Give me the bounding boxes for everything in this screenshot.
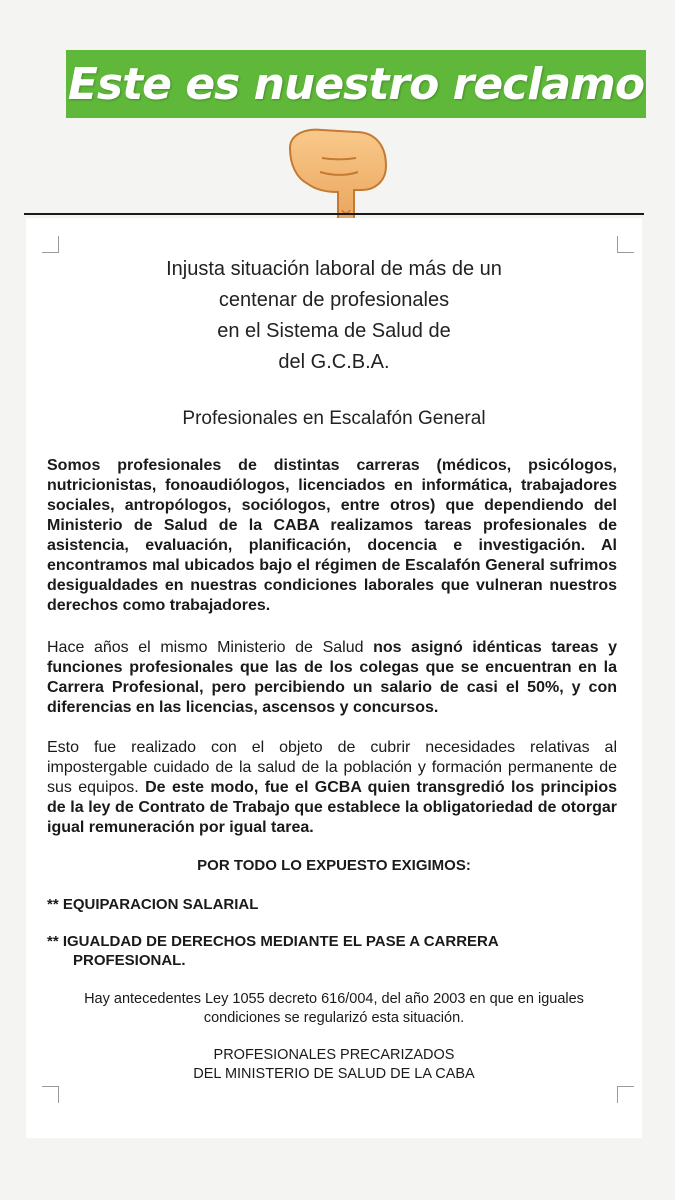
signature bbox=[26, 1046, 642, 1084]
demands-heading: POR TODO LO EXPUESTO EXIGIMOS: bbox=[197, 857, 471, 874]
paragraph-text: Esto fue realizado con el objeto de cubrir necesidades relativas al impostergable cuidado de la salud de la población y formación permanente de sus equipos. bbox=[47, 739, 617, 796]
paragraph-assignment bbox=[47, 638, 617, 718]
paragraph-emphasis: De este modo, fue el GCBA quien transgredió los principios de la ley de Contrato de Trabajo que establece la obligatoriedad de otorgar igual remuneración por igual tarea. bbox=[47, 779, 617, 836]
paragraph-violation bbox=[47, 738, 617, 838]
demand-item bbox=[47, 932, 617, 970]
paragraph-intro: Somos profesionales de distintas carreras (médicos, psicólogos, nutricionistas, fonoaudiólogos, licenciados en informática, trabajadores sociales, antropólogos, sociólogos, entre otros) que dependiendo del Ministerio de Salud de la CABA realizamos tareas profesionales de asistencia, evaluación, planificación, docencia e investigación. Al encontramos mal ubicados bajo el régimen de Escalafón General sufrimos desigualdades en nuestras condiciones laborales que vulneran nuestros derechos como trabajadores. bbox=[47, 457, 617, 614]
title-line: en el Sistema de Salud de bbox=[217, 320, 451, 342]
crop-mark bbox=[617, 1086, 634, 1103]
divider bbox=[24, 213, 644, 215]
hand-pointing-down-icon bbox=[282, 120, 392, 232]
signature-line: DEL MINISTERIO DE SALUD DE LA CABA bbox=[193, 1066, 475, 1082]
crop-mark bbox=[42, 236, 59, 253]
demand-item: ** EQUIPARACION SALARIAL bbox=[47, 896, 259, 913]
crop-mark bbox=[617, 236, 634, 253]
note-line: Hay antecedentes Ley 1055 decreto 616/004, del año 2003 en que en iguales bbox=[84, 991, 584, 1007]
title-line: centenar de profesionales bbox=[218, 289, 450, 311]
banner-title: Este es nuestro reclamo bbox=[67, 58, 645, 110]
title-line: Injusta situación laboral de más de un bbox=[166, 258, 502, 280]
document-page bbox=[26, 218, 642, 1138]
paragraph-text: Hace años el mismo Ministerio de Salud bbox=[47, 639, 374, 656]
precedent-note bbox=[26, 990, 642, 1028]
demand-line: ** IGUALDAD DE DERECHOS MEDIANTE EL PASE A CARRERA bbox=[47, 933, 499, 950]
banner bbox=[66, 50, 646, 118]
paragraph-emphasis: nos asignó idénticas tareas y funciones profesionales que las de los colegas que se encuentran en la Carrera Profesional, pero percibiendo un salario de casi el 50%, y con diferencias en las licencias, ascensos y concursos. bbox=[47, 639, 617, 716]
crop-mark bbox=[42, 1086, 59, 1103]
title-line: del G.C.B.A. bbox=[278, 351, 390, 373]
document-title bbox=[26, 254, 642, 378]
demand-line: PROFESIONAL. bbox=[73, 952, 186, 969]
note-line: condiciones se regularizó esta situación. bbox=[203, 1010, 465, 1026]
document-subtitle: Profesionales en Escalafón General bbox=[182, 408, 486, 429]
signature-line: PROFESIONALES PRECARIZADOS bbox=[213, 1047, 455, 1063]
